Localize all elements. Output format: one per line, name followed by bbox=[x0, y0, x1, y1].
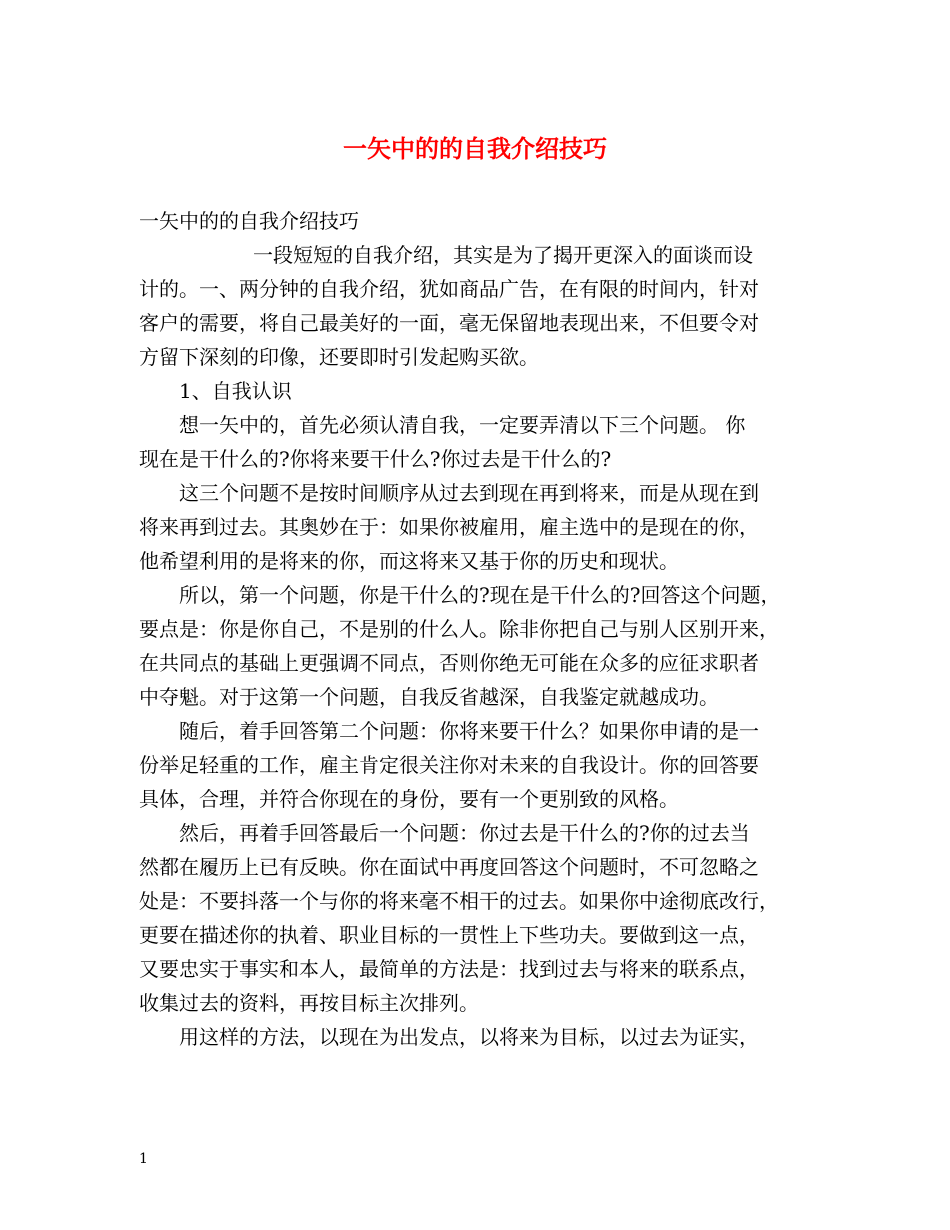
paragraph-line: 中夺魁。对于这第一个问题，自我反省越深，自我鉴定就越成功。 bbox=[139, 685, 719, 709]
paragraph-line: 份举足轻重的工作，雇主肯定很关注你对未来的自我设计。你的回答要 bbox=[139, 753, 759, 777]
subtitle-line: 一矢中的的自我介绍技巧 bbox=[139, 209, 359, 233]
paragraph-line: 随后，着手回答第二个问题：你将来要干什么？如果你申请的是一 bbox=[179, 719, 759, 743]
paragraph-line: 收集过去的资料，再按目标主次排列。 bbox=[139, 991, 479, 1015]
paragraph-line: 更要在描述你的执着、职业目标的一贯性上下些功夫。要做到这一点， bbox=[139, 923, 759, 947]
paragraph-line: 要点是：你是你自己，不是别的什么人。除非你把自己与别人区别开来， bbox=[139, 617, 779, 641]
paragraph-line: 这三个问题不是按时间顺序从过去到现在再到将来，而是从现在到 bbox=[179, 481, 759, 505]
page-number: 1 bbox=[139, 1151, 148, 1167]
paragraph-line: 具体，合理，并符合你现在的身份，要有一个更别致的风格。 bbox=[139, 787, 679, 811]
paragraph-line: 客户的需要，将自己最美好的一面，毫无保留地表现出来，不但要令对 bbox=[139, 311, 759, 335]
document-body bbox=[139, 204, 819, 1054]
paragraph-line: 然都在履历上已有反映。你在面试中再度回答这个问题时，不可忽略之 bbox=[139, 855, 759, 879]
paragraph-line: 又要忠实于事实和本人，最简单的方法是：找到过去与将来的联系点， bbox=[139, 957, 759, 981]
paragraph-line: 想一矢中的，首先必须认清自我，一定要弄清以下三个问题。 你 bbox=[179, 413, 746, 437]
paragraph-line: 现在是干什么的?你将来要干什么?你过去是干什么的? bbox=[139, 447, 612, 471]
paragraph-line: 方留下深刻的印像，还要即时引发起购买欲。 bbox=[139, 345, 539, 369]
paragraph-line: 将来再到过去。其奥妙在于：如果你被雇用，雇主选中的是现在的你， bbox=[139, 515, 759, 539]
paragraph-line: 在共同点的基础上更强调不同点，否则你绝无可能在众多的应征求职者 bbox=[139, 651, 759, 675]
paragraph-line: 用这样的方法，以现在为出发点，以将来为目标，以过去为证实， bbox=[179, 1025, 759, 1049]
paragraph-line: 然后，再着手回答最后一个问题：你过去是干什么的?你的过去当 bbox=[179, 821, 750, 845]
paragraph-line: 一段短短的自我介绍，其实是为了揭开更深入的面谈而设 bbox=[253, 243, 753, 267]
paragraph-line: 所以，第一个问题，你是干什么的?现在是干什么的?回答这个问题， bbox=[179, 583, 781, 607]
paragraph-line: 计的。一、两分钟的自我介绍，犹如商品广告，在有限的时间内，针对 bbox=[139, 277, 759, 301]
paragraph-line: 他希望利用的是将来的你，而这将来又基于你的历史和现状。 bbox=[139, 549, 679, 573]
section-heading: 1、自我认识 bbox=[179, 379, 292, 403]
document-title: 一矢中的的自我介绍技巧 bbox=[343, 134, 607, 163]
paragraph-line: 处是：不要抖落一个与你的将来毫不相干的过去。如果你中途彻底改行， bbox=[139, 889, 779, 913]
